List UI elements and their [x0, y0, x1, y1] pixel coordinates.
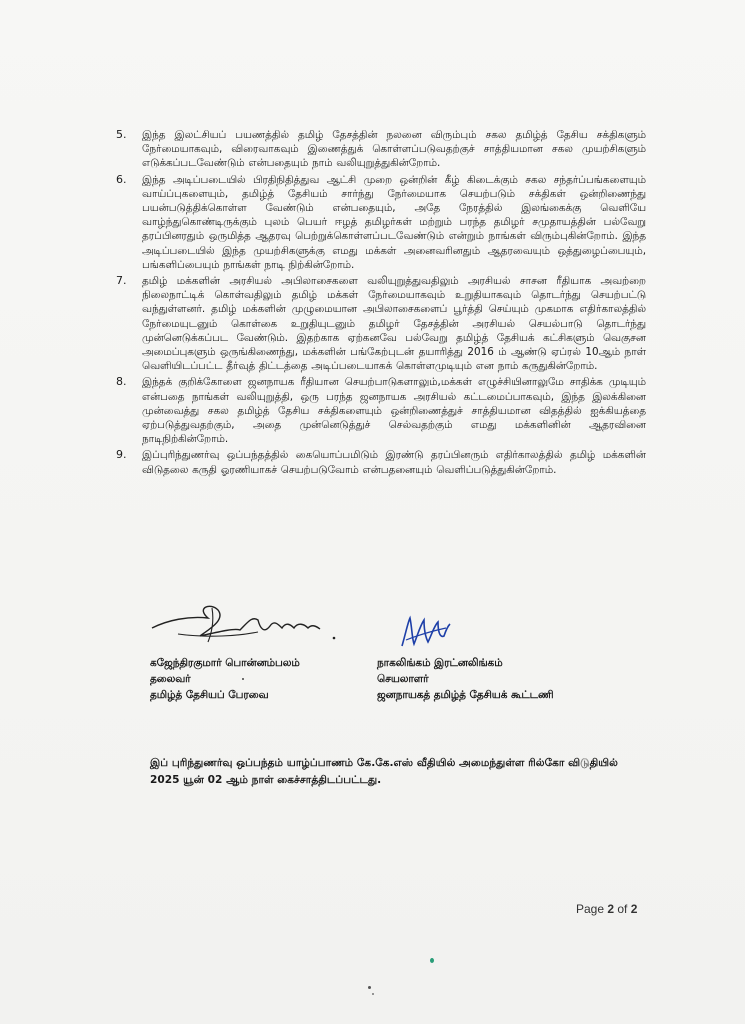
page-sep: of: [614, 902, 631, 916]
left-signatory-name: கஜேந்திரகுமார் பொன்னம்பலம்: [150, 657, 300, 669]
clause-number: 9.: [116, 448, 127, 462]
clause-number: 6.: [116, 172, 127, 186]
clause-text: இந்தக் குறிக்கோளை ஜனநாயக ரீதியான செயற்பாடுகளாலும்,மக்கள் எழுச்சியினாலுமே சாதிக்க முடியும் என்பதை நாங்கள் வலியுறுத்தி, ஒரு பரந்த ஜனநாயக அரசியல் கட்டமைப்பாகவும், இந்த இலக்கினை முன்வைத்து சகல தமிழ்த் தேசிய சக்திகளையும் ஒன்றிணைத்துச் சாத்தியமான விதத்தில் ஐக்கியத்தை ஏற்படுத்துவதற்கும், அதை முன்னெடுத்துச் செல்வதற்கும் எமது மக்களினின் ஆதரவினை நாடிநிற்கின்றோம்.: [142, 376, 646, 446]
signing-note: இப் புரிந்துணர்வு ஒப்பந்தம் யாழ்ப்பாணம் கே.கே.எஸ் வீதியில் அமைந்துள்ள ரில்கோ விடுதியில் 2025 யூன் 02 ஆம் நாள் கைச்சாத்திடப்பட்டது.: [150, 756, 618, 786]
ink-speck: [242, 678, 244, 680]
clause-item: [116, 448, 646, 476]
clause-number: 8.: [116, 375, 127, 389]
clause-item: [116, 173, 646, 272]
clause-number: 5.: [116, 128, 127, 141]
page-current: 2: [607, 902, 615, 916]
right-signature: [398, 612, 454, 652]
right-signatory-role: செயலாளர்: [377, 673, 429, 685]
page-prefix: Page: [576, 902, 608, 916]
clause-item: [116, 274, 646, 373]
clause-text: இந்த இலட்சியப் பயணத்தில் தமிழ் தேசத்தின் நலனை விரும்பும் சகல தமிழ்த் தேசிய சக்திகளும் நேர்மையாகவும், விரைவாகவும் இணைத்துக் கொள்ளப்படுவதற்குச் சாத்தியமான சகல முயற்சிகளும் எடுக்கப்படவேண்டும் என்பதையும் நாம் வலியுறுத்துகின்றோம்.: [142, 129, 646, 170]
right-signatory-name: நாகலிங்கம் இரட்னலிங்கம்: [377, 657, 503, 669]
ink-speck: [368, 986, 371, 989]
page-total: 2: [630, 902, 638, 916]
page-number: [576, 902, 637, 916]
left-signatory-role: தலைவர்: [150, 673, 191, 685]
clause-number: 7.: [116, 274, 127, 288]
clause-list: [116, 128, 646, 479]
clause-text: இந்த அடிப்படையில் பிரதிநிதித்துவ ஆட்சி முறை ஒன்றின் கீழ் கிடைக்கும் சகல சந்தர்ப்பங்களையும் வாய்ப்புகளையும், தமிழ்த் தேசியம் சார்ந்து நேர்மையாக செயற்படும் சக்திகள் ஒன்றிணைந்து பயன்படுத்திக்கொள்ள வேண்டும் என்பதையும், அதே நேரத்தில் இலங்கைக்கு வெளியே வாழ்ந்துகொண்டிருக்கும் புலம் பெயர் ஈழத் தமிழர்கள் மற்றும் பரந்த தமிழர் சமுதாயத்தின் பல்வேறு தரப்பினரதும் ஒருமித்த ஆதரவு பெற்றுக்கொள்ளப்படவேண்டும் என்றும் நாங்கள் விரும்புகின்றோம். இந்த அடிப்படையில் இந்த முயற்சிகளுக்கு எமது மக்கள் அனைவரினதும் ஆதரவையும் ஒத்துழைப்பையும், பங்களிப்பையும் நாங்கள் நாடி நிற்கின்றோம்.: [142, 173, 646, 271]
clause-item: [116, 128, 646, 171]
clause-text: இப்புரிந்துணர்வு ஒப்பந்தத்தில் கையொப்பமிடும் இரண்டு தரப்பினரும் எதிர்காலத்தில் தமிழ் மக்களின் விடுதலை கருதி ஓரணியாகச் செயற்படுவோம் என்பதனையும் வெளிப்படுத்துகின்றோம்.: [142, 449, 646, 476]
left-signatory: [150, 655, 300, 703]
ink-dot: [430, 958, 434, 963]
clause-text: தமிழ் மக்களின் அரசியல் அபிலாசைகளை வலியுறுத்துவதிலும் அரசியல் சாசன ரீதியாக அவற்றை நிலைநாட்டிக் கொள்வதிலும் தமிழ் மக்கள் நேர்மையாகவும் உறுதியாகவும் தொடர்ந்து செயற்பட்டு வந்துள்ளனர். தமிழ் மக்களின் முழுமையான அபிலாசைகளைப் பூர்த்தி செய்யும் முகமாக எதிர்காலத்தில் நேர்மையுடனும் கொள்கை உறுதியுடனும் தமிழர் தேசத்தின் அரசியல் செயல்பாடு தொடர்ந்து முன்னெடுக்கப்பட வேண்டும். இதற்காக ஏற்கனவே பல்வேறு தமிழ்த் தேசியக் கட்சிகளும் வெகுசன அமைப்புகளும் ஒருங்கிணைந்து, மக்களின் பங்கேற்புடன் தயாரித்து 2016 ம் ஆண்டு ஏப்ரல் 10ஆம் நாள் வெளியிடப்பட்ட தீர்வுத் திட்டத்தை அடிப்படையாகக் கொள்ளமுடியும் என நாம் கருதுகின்றோம்.: [142, 275, 646, 373]
clause-item: [116, 375, 646, 446]
left-signature: [148, 598, 348, 648]
left-signatory-org: தமிழ்த் தேசியப் பேரவை: [150, 689, 269, 701]
right-signatory-org: ஜனநாயகத் தமிழ்த் தேசியக் கூட்டணி: [377, 689, 554, 701]
ink-speck: [372, 993, 374, 995]
right-signatory: [377, 655, 553, 703]
